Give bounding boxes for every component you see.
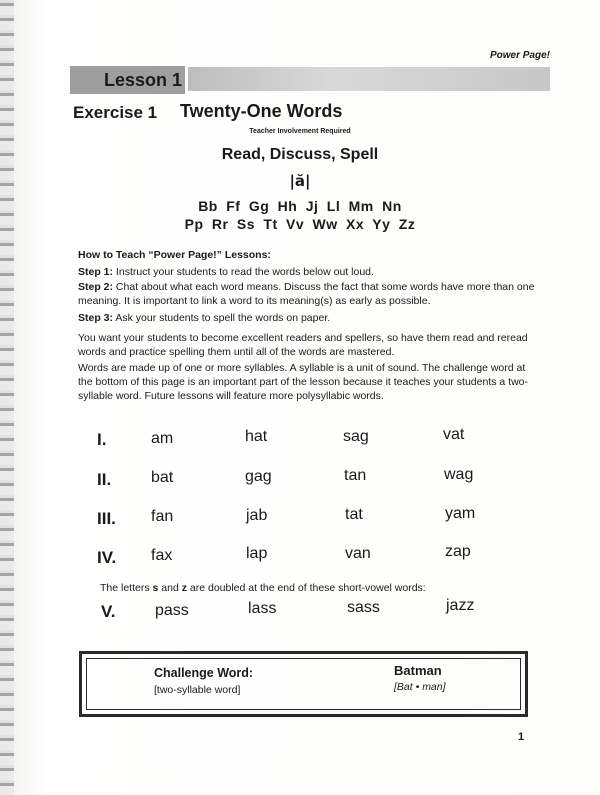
exercise-label: Exercise 1 (73, 103, 158, 122)
step-2 (78, 280, 538, 308)
alphabet-line-1: Bb Ff Gg Hh Jj Ll Mm Nn (198, 198, 402, 214)
word: gag (245, 468, 272, 485)
word: tan (344, 467, 367, 484)
note-letter-s: s (152, 582, 159, 594)
step-3-text: Ask your students to spell the words on paper. (113, 312, 331, 324)
step-1-label: Step 1: (78, 266, 114, 278)
challenge-syllables: [Bat • man] (394, 681, 446, 693)
word: lap (246, 545, 268, 562)
step-3-label: Step 3: (78, 312, 114, 324)
word: hat (245, 428, 268, 445)
note-letter-z: z (181, 582, 187, 594)
row-numeral: II. (97, 470, 112, 489)
challenge-box (79, 651, 528, 717)
power-page-tag: Power Page! (489, 50, 550, 61)
doubled-letters-note (100, 582, 426, 594)
spiral-binding (0, 0, 14, 795)
paragraph-syllables: Words are made up of one or more syllables. A syllable is a unit of sound. The challenge word at the bottom of this page is an important part of the lesson because it teaches your students a two-syllable word. Future lessons will feature more polysyllabic words. (78, 362, 529, 402)
step-3 (78, 311, 538, 325)
word: zap (445, 543, 471, 560)
word: vat (443, 426, 465, 443)
row-numeral: IV. (97, 548, 117, 567)
word: fan (151, 508, 174, 525)
page-number: 1 (518, 731, 525, 743)
instructions-title: How to Teach “Power Page!” Lessons: (78, 249, 271, 261)
phonogram: |ă| (289, 172, 311, 190)
challenge-label: Challenge Word: (154, 666, 254, 680)
exercise-title: Twenty-One Words (180, 101, 343, 121)
paragraph-mastery: You want your students to become excellent readers and spellers, so have them read and reread words and practice spelling them until all of the words are mastered. (78, 332, 528, 358)
word: van (345, 545, 371, 562)
row-numeral: III. (97, 509, 116, 528)
note-prefix: The letters (100, 582, 153, 594)
word: tat (345, 506, 363, 523)
note-suffix: are doubled at the end of these short-vowel words: (186, 582, 426, 594)
word: jazz (446, 597, 475, 614)
alphabet-line-2: Pp Rr Ss Tt Vv Ww Xx Yy Zz (184, 216, 416, 232)
word: lass (248, 600, 277, 617)
teacher-note: Teacher Involvement Required (249, 128, 351, 135)
step-1 (78, 265, 538, 279)
word: am (151, 430, 174, 447)
challenge-word: Batman (394, 663, 442, 678)
step-2-label: Step 2: (78, 281, 114, 293)
step-2-text: Chat about what each word means. Discuss the fact that some words have more than one meaning. It is important to link a word to its meaning(s) as early as possible. (78, 281, 535, 307)
word: yam (445, 505, 476, 522)
challenge-note: [two-syllable word] (154, 684, 241, 696)
lesson-banner-right (188, 67, 550, 91)
row-numeral: V. (101, 602, 116, 621)
word: sass (347, 599, 380, 616)
step-1-text: Instruct your students to read the words below out loud. (113, 266, 374, 278)
word: pass (155, 602, 189, 619)
row-numeral: I. (97, 430, 107, 449)
lesson-title: Lesson 1 (104, 70, 183, 90)
word: fax (151, 547, 173, 564)
word: jab (246, 507, 268, 524)
word: wag (444, 466, 474, 483)
word: bat (151, 469, 174, 486)
note-mid: and (158, 582, 182, 594)
word: sag (343, 428, 369, 445)
section-heading: Read, Discuss, Spell (221, 146, 379, 163)
